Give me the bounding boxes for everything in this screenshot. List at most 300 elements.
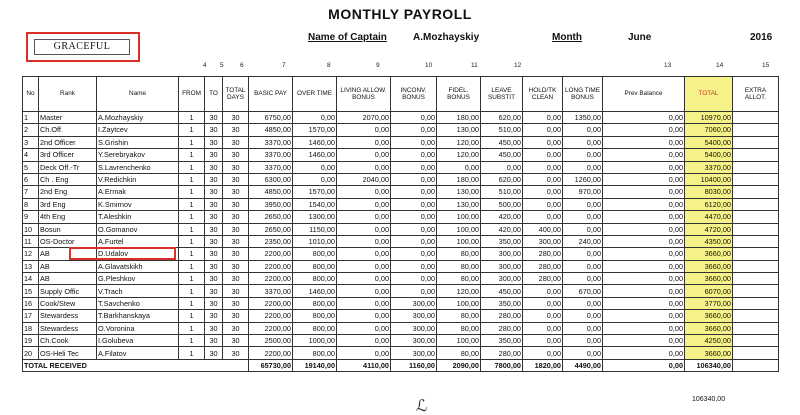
table-cell: O.Gomanov — [97, 223, 179, 235]
table-cell: 1 — [179, 235, 205, 247]
table-cell: 0,00 — [523, 285, 563, 297]
table-cell: 620,00 — [481, 112, 523, 124]
table-cell: 5400,00 — [685, 149, 733, 161]
table-cell: 30 — [205, 273, 223, 285]
table-cell: 1 — [23, 112, 39, 124]
table-cell: I.Zaytcev — [97, 124, 179, 136]
col-prev-balance: Prev Balance — [603, 77, 685, 112]
table-cell: 0,00 — [391, 186, 437, 198]
table-row — [23, 335, 779, 347]
table-cell: 280,00 — [481, 347, 523, 359]
table-cell: 30 — [223, 161, 249, 173]
table-cell: 0,00 — [563, 223, 603, 235]
totals-label: TOTAL RECEIVED — [23, 359, 249, 371]
col-total-days: TOTAL DAYS — [223, 77, 249, 112]
col-inconv-bonus: INCONV. BONUS — [391, 77, 437, 112]
totals-row — [23, 359, 779, 371]
total-long-time: 4490,00 — [563, 359, 603, 371]
table-cell: 0,00 — [603, 161, 685, 173]
table-cell: T.Aleshkin — [97, 211, 179, 223]
table-cell: 0,00 — [603, 186, 685, 198]
table-cell: 30 — [223, 211, 249, 223]
table-cell: 30 — [205, 173, 223, 185]
table-cell — [733, 297, 779, 309]
table-cell: 80,00 — [437, 310, 481, 322]
table-cell — [733, 248, 779, 260]
table-cell: 9 — [23, 211, 39, 223]
table-row — [23, 310, 779, 322]
column-number: 13 — [664, 62, 672, 69]
table-cell: 0,00 — [293, 161, 337, 173]
table-cell: 0,00 — [337, 248, 391, 260]
table-cell: 2nd Eng — [39, 186, 97, 198]
table-cell — [733, 186, 779, 198]
table-cell: 4720,00 — [685, 223, 733, 235]
table-cell: 800,00 — [293, 260, 337, 272]
table-cell: 0,00 — [603, 322, 685, 334]
total-over-time: 19140,00 — [293, 359, 337, 371]
col-leave-substit: LEAVE SUBSTIT — [481, 77, 523, 112]
table-cell: 1 — [179, 310, 205, 322]
table-cell: 120,00 — [437, 285, 481, 297]
table-cell: 800,00 — [293, 310, 337, 322]
table-cell: 100,00 — [437, 335, 481, 347]
table-cell: 30 — [205, 310, 223, 322]
table-cell: 3660,00 — [685, 310, 733, 322]
table-cell: 0,00 — [391, 223, 437, 235]
table-cell: 4850,00 — [249, 124, 293, 136]
table-cell: 2 — [23, 124, 39, 136]
table-cell: 180,00 — [437, 173, 481, 185]
table-cell: 30 — [223, 149, 249, 161]
table-row — [23, 112, 779, 124]
table-cell: 1460,00 — [293, 136, 337, 148]
table-cell: 0,00 — [391, 248, 437, 260]
table-cell: 120,00 — [437, 149, 481, 161]
table-cell: 0,00 — [563, 149, 603, 161]
table-cell: 1 — [179, 347, 205, 359]
table-cell: 1570,00 — [293, 124, 337, 136]
table-cell: 1000,00 — [293, 335, 337, 347]
table-cell: 130,00 — [437, 198, 481, 210]
table-cell — [733, 198, 779, 210]
table-cell: 30 — [205, 335, 223, 347]
table-cell: 450,00 — [481, 285, 523, 297]
table-cell: 4850,00 — [249, 186, 293, 198]
table-cell: 0,00 — [523, 198, 563, 210]
table-cell: 30 — [223, 347, 249, 359]
table-row — [23, 273, 779, 285]
grand-total: 106340,00 — [685, 359, 733, 371]
table-cell: 1260,00 — [563, 173, 603, 185]
table-cell: 17 — [23, 310, 39, 322]
col-over-time: OVER TIME — [293, 77, 337, 112]
table-cell: 3660,00 — [685, 260, 733, 272]
table-cell: 0,00 — [337, 235, 391, 247]
table-row — [23, 186, 779, 198]
table-row — [23, 260, 779, 272]
table-cell: 6750,00 — [249, 112, 293, 124]
col-living-allow: LIVING ALLOW. BONUS — [337, 77, 391, 112]
table-cell: 0,00 — [391, 161, 437, 173]
table-cell: 0,00 — [563, 273, 603, 285]
table-cell: 1460,00 — [293, 285, 337, 297]
table-cell: 2200,00 — [249, 322, 293, 334]
payroll-body — [23, 112, 779, 360]
table-row — [23, 347, 779, 359]
table-cell: 3660,00 — [685, 248, 733, 260]
table-cell: 2200,00 — [249, 248, 293, 260]
table-cell: G.Pleshkov — [97, 273, 179, 285]
total-living: 4110,00 — [337, 359, 391, 371]
table-cell: 0,00 — [437, 161, 481, 173]
table-cell: Stewardess — [39, 310, 97, 322]
table-cell: AB — [39, 273, 97, 285]
table-cell: 0,00 — [603, 223, 685, 235]
table-cell: 13 — [23, 260, 39, 272]
col-total: TOTAL — [685, 77, 733, 112]
table-cell: V.Trach — [97, 285, 179, 297]
col-no: No — [23, 77, 39, 112]
table-cell — [733, 235, 779, 247]
table-cell: 80,00 — [437, 347, 481, 359]
table-cell: 0,00 — [337, 136, 391, 148]
table-cell: 0,00 — [603, 273, 685, 285]
col-hold-clean: HOLD/TK CLEAN — [523, 77, 563, 112]
table-cell: 0,00 — [523, 124, 563, 136]
table-cell: 11 — [23, 235, 39, 247]
table-cell — [733, 285, 779, 297]
table-cell: 1 — [179, 335, 205, 347]
table-cell: 12 — [23, 248, 39, 260]
table-cell: 2500,00 — [249, 335, 293, 347]
table-cell: 450,00 — [481, 136, 523, 148]
table-cell: 0,00 — [337, 260, 391, 272]
table-cell: 8 — [23, 198, 39, 210]
table-cell: 1 — [179, 211, 205, 223]
table-cell: 510,00 — [481, 186, 523, 198]
captain-label: Name of Captain — [308, 32, 387, 43]
table-row — [23, 173, 779, 185]
table-cell: 800,00 — [293, 297, 337, 309]
table-cell: 30 — [205, 322, 223, 334]
total-extra-allot — [733, 359, 779, 371]
table-cell: 4470,00 — [685, 211, 733, 223]
table-cell: 800,00 — [293, 273, 337, 285]
year-value: 2016 — [750, 32, 773, 43]
table-cell — [733, 211, 779, 223]
table-cell: 0,00 — [563, 248, 603, 260]
table-cell: 0,00 — [337, 347, 391, 359]
table-cell: A.Ermak — [97, 186, 179, 198]
table-cell — [733, 124, 779, 136]
total-hold: 1820,00 — [523, 359, 563, 371]
table-cell: 2200,00 — [249, 260, 293, 272]
table-cell: 300,00 — [523, 235, 563, 247]
table-cell — [733, 223, 779, 235]
table-cell: 30 — [205, 149, 223, 161]
table-cell: 2650,00 — [249, 211, 293, 223]
table-cell: 280,00 — [523, 260, 563, 272]
table-cell: AB — [39, 248, 97, 260]
table-cell: 0,00 — [563, 211, 603, 223]
table-cell: 0,00 — [337, 273, 391, 285]
month-label: Month — [552, 32, 582, 43]
table-cell: 30 — [223, 310, 249, 322]
table-cell: 0,00 — [391, 211, 437, 223]
table-cell: 30 — [223, 285, 249, 297]
table-cell: 130,00 — [437, 124, 481, 136]
table-cell: 30 — [205, 112, 223, 124]
table-cell: 0,00 — [391, 173, 437, 185]
table-cell: Cook/Stew — [39, 297, 97, 309]
table-row — [23, 223, 779, 235]
table-cell: 0,00 — [337, 211, 391, 223]
table-cell: 0,00 — [337, 124, 391, 136]
table-cell: 0,00 — [293, 173, 337, 185]
table-cell: 1 — [179, 285, 205, 297]
table-cell: 0,00 — [391, 124, 437, 136]
table-cell: S.Lavrenchenko — [97, 161, 179, 173]
table-cell: Ch . Eng — [39, 173, 97, 185]
table-cell: Master — [39, 112, 97, 124]
table-cell: 2nd Officer — [39, 136, 97, 148]
month-value: June — [628, 32, 652, 43]
table-cell: 100,00 — [437, 211, 481, 223]
table-cell: 0,00 — [563, 260, 603, 272]
column-number: 5 — [220, 62, 224, 69]
col-name: Name — [97, 77, 179, 112]
table-cell: Y.Serebryakov — [97, 149, 179, 161]
table-cell: 1 — [179, 273, 205, 285]
table-cell: 500,00 — [481, 198, 523, 210]
table-cell: 30 — [205, 186, 223, 198]
table-cell: 0,00 — [337, 322, 391, 334]
table-cell: 100,00 — [437, 223, 481, 235]
table-cell: 0,00 — [391, 235, 437, 247]
table-row — [23, 322, 779, 334]
table-cell: 0,00 — [391, 198, 437, 210]
table-cell: 0,00 — [481, 161, 523, 173]
column-number: 9 — [376, 62, 380, 69]
table-row — [23, 235, 779, 247]
table-cell: 8030,00 — [685, 186, 733, 198]
table-cell: 0,00 — [337, 223, 391, 235]
table-cell: 2200,00 — [249, 310, 293, 322]
table-cell: OS-Doctor — [39, 235, 97, 247]
table-cell: I.Golubeva — [97, 335, 179, 347]
table-cell: 100,00 — [437, 297, 481, 309]
table-cell: 0,00 — [563, 335, 603, 347]
table-cell: 0,00 — [523, 322, 563, 334]
table-row — [23, 297, 779, 309]
table-cell: 1 — [179, 186, 205, 198]
table-cell: 670,00 — [563, 285, 603, 297]
table-cell: 10400,00 — [685, 173, 733, 185]
column-number: 15 — [762, 62, 770, 69]
table-cell: 1150,00 — [293, 223, 337, 235]
table-cell: 2350,00 — [249, 235, 293, 247]
table-cell: 620,00 — [481, 173, 523, 185]
table-cell: 30 — [223, 273, 249, 285]
table-cell — [733, 173, 779, 185]
table-cell: 30 — [205, 285, 223, 297]
table-row — [23, 136, 779, 148]
column-number: 14 — [716, 62, 724, 69]
table-cell: 300,00 — [391, 347, 437, 359]
table-cell: 80,00 — [437, 273, 481, 285]
table-cell: 120,00 — [437, 136, 481, 148]
table-cell: 3660,00 — [685, 347, 733, 359]
table-cell: 30 — [205, 161, 223, 173]
table-cell: 300,00 — [481, 248, 523, 260]
table-cell: 6 — [23, 173, 39, 185]
table-cell: 0,00 — [603, 347, 685, 359]
table-cell: 30 — [223, 260, 249, 272]
table-cell: 0,00 — [337, 149, 391, 161]
table-cell — [733, 112, 779, 124]
table-cell: 30 — [223, 223, 249, 235]
table-cell: 80,00 — [437, 248, 481, 260]
table-cell: 3rd Officer — [39, 149, 97, 161]
table-cell: 1540,00 — [293, 198, 337, 210]
table-cell: 1 — [179, 173, 205, 185]
table-cell: 30 — [205, 136, 223, 148]
table-cell — [733, 260, 779, 272]
table-cell: 300,00 — [391, 322, 437, 334]
table-cell: 20 — [23, 347, 39, 359]
table-cell: 6300,00 — [249, 173, 293, 185]
table-cell: OS-Heli Tec — [39, 347, 97, 359]
column-number: 7 — [282, 62, 286, 69]
table-cell: 0,00 — [603, 136, 685, 148]
table-cell: 300,00 — [391, 335, 437, 347]
column-number: 4 — [203, 62, 207, 69]
table-cell: 1460,00 — [293, 149, 337, 161]
table-cell: 1 — [179, 161, 205, 173]
table-row — [23, 149, 779, 161]
col-extra-allot: EXTRA ALLOT. — [733, 77, 779, 112]
page-title: MONTHLY PAYROLL — [328, 6, 472, 22]
table-cell: 0,00 — [603, 335, 685, 347]
table-cell: 1 — [179, 124, 205, 136]
table-cell: 80,00 — [437, 260, 481, 272]
table-cell: 0,00 — [603, 297, 685, 309]
table-cell: 1 — [179, 198, 205, 210]
table-cell: 10 — [23, 223, 39, 235]
table-cell: 0,00 — [563, 198, 603, 210]
table-cell: 0,00 — [563, 347, 603, 359]
table-cell: 30 — [223, 322, 249, 334]
table-row — [23, 211, 779, 223]
column-number: 12 — [514, 62, 522, 69]
col-basic-pay: BASIC PAY — [249, 77, 293, 112]
table-cell — [733, 273, 779, 285]
table-cell: 800,00 — [293, 248, 337, 260]
table-cell: 0,00 — [523, 112, 563, 124]
table-cell: 0,00 — [603, 124, 685, 136]
table-cell: 1 — [179, 248, 205, 260]
table-cell: 30 — [205, 260, 223, 272]
table-cell: 4350,00 — [685, 235, 733, 247]
table-cell — [733, 136, 779, 148]
table-cell: 3370,00 — [249, 136, 293, 148]
table-cell: 280,00 — [523, 248, 563, 260]
table-cell: 30 — [223, 248, 249, 260]
total-fidel: 2090,00 — [437, 359, 481, 371]
table-cell: 3370,00 — [249, 161, 293, 173]
table-cell: 30 — [223, 235, 249, 247]
table-cell — [733, 335, 779, 347]
table-cell: D.Udalov — [97, 248, 179, 260]
table-cell: 0,00 — [603, 198, 685, 210]
table-cell: 0,00 — [603, 248, 685, 260]
table-cell: 30 — [223, 112, 249, 124]
table-cell: 30 — [223, 297, 249, 309]
table-cell: 800,00 — [293, 322, 337, 334]
col-to: TO — [205, 77, 223, 112]
table-cell: 350,00 — [481, 297, 523, 309]
table-cell: 0,00 — [603, 112, 685, 124]
table-cell: 420,00 — [481, 223, 523, 235]
table-cell: 30 — [205, 347, 223, 359]
table-cell: 3370,00 — [249, 149, 293, 161]
table-cell: 420,00 — [481, 211, 523, 223]
table-cell: Ch.Off. — [39, 124, 97, 136]
table-cell: 4 — [23, 149, 39, 161]
table-cell: 30 — [205, 235, 223, 247]
table-cell: 100,00 — [437, 235, 481, 247]
table-cell: 0,00 — [523, 335, 563, 347]
table-cell: 2200,00 — [249, 297, 293, 309]
stamp-highlight-box — [26, 32, 140, 62]
table-cell: 300,00 — [391, 297, 437, 309]
table-cell: 30 — [223, 198, 249, 210]
header-row — [23, 77, 779, 112]
table-cell: 1 — [179, 136, 205, 148]
table-cell: 0,00 — [391, 285, 437, 297]
table-cell: 280,00 — [523, 273, 563, 285]
table-cell: 0,00 — [337, 186, 391, 198]
table-cell: 10970,00 — [685, 112, 733, 124]
table-cell: 280,00 — [481, 310, 523, 322]
table-cell: Supply Offic — [39, 285, 97, 297]
table-cell: K.Smirnov — [97, 198, 179, 210]
table-cell: 1010,00 — [293, 235, 337, 247]
table-cell: 800,00 — [293, 347, 337, 359]
table-cell: 19 — [23, 335, 39, 347]
table-cell: AB — [39, 260, 97, 272]
total-basic-pay: 65730,00 — [249, 359, 293, 371]
table-cell: 510,00 — [481, 124, 523, 136]
table-cell: 0,00 — [391, 273, 437, 285]
table-cell: 300,00 — [481, 260, 523, 272]
table-cell: 300,00 — [391, 310, 437, 322]
table-row — [23, 161, 779, 173]
total-inconv: 1160,00 — [391, 359, 437, 371]
table-cell: 0,00 — [603, 173, 685, 185]
table-cell: 0,00 — [337, 335, 391, 347]
column-number: 10 — [425, 62, 433, 69]
table-cell: 0,00 — [523, 186, 563, 198]
table-cell: Deck Off.-Tr — [39, 161, 97, 173]
table-cell: 0,00 — [391, 112, 437, 124]
table-row — [23, 248, 779, 260]
table-cell: 5 — [23, 161, 39, 173]
total-prev-balance: 0,00 — [603, 359, 685, 371]
total-leave: 7800,00 — [481, 359, 523, 371]
table-cell: S.Grishin — [97, 136, 179, 148]
